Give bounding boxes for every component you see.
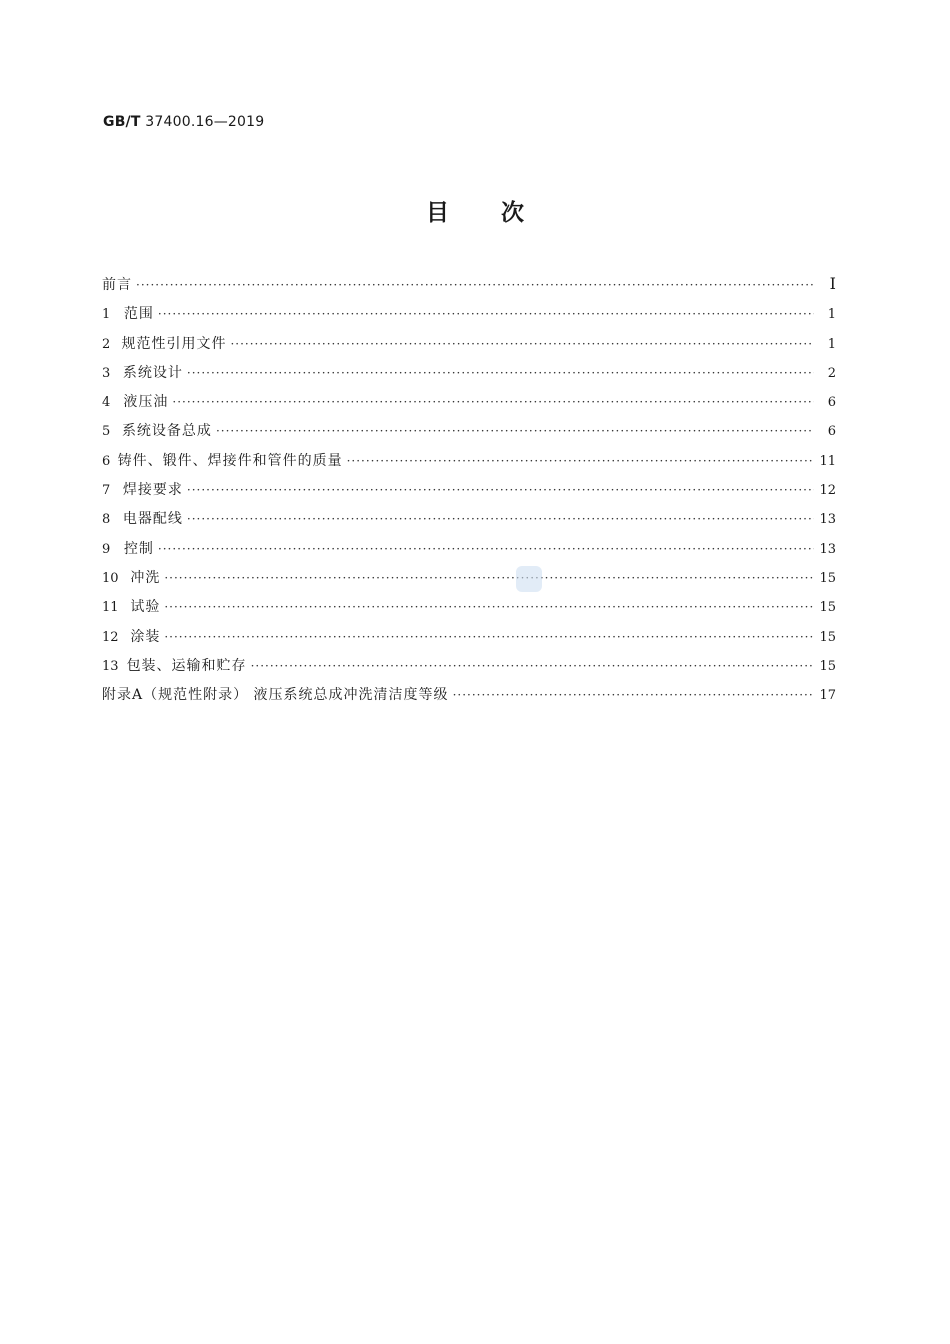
toc-label: 涂装 bbox=[130, 628, 161, 645]
toc-item-9[interactable] bbox=[102, 538, 836, 567]
table-of-contents bbox=[102, 274, 836, 713]
toc-leader bbox=[164, 600, 814, 614]
toc-leader bbox=[453, 688, 814, 702]
toc-leader bbox=[164, 630, 814, 644]
toc-leader bbox=[230, 337, 814, 351]
toc-label: 包装、运输和贮存 bbox=[126, 657, 247, 674]
watermark-logo bbox=[516, 566, 542, 592]
toc-item-2[interactable] bbox=[102, 333, 836, 362]
toc-leader bbox=[164, 571, 814, 585]
toc-label: 系统设备总成 bbox=[121, 423, 212, 440]
toc-number: 7 bbox=[102, 483, 111, 499]
toc-page: 6 bbox=[827, 395, 836, 411]
toc-page: 1 bbox=[827, 307, 836, 323]
toc-leader bbox=[136, 278, 814, 292]
toc-label: 附录A（规范性附录） 液压系统总成冲洗清洁度等级 bbox=[102, 687, 449, 704]
toc-page: 15 bbox=[819, 570, 836, 586]
toc-label: 规范性引用文件 bbox=[121, 335, 227, 352]
toc-leader bbox=[158, 307, 814, 321]
toc-item-13[interactable] bbox=[102, 655, 836, 684]
toc-label: 范围 bbox=[123, 306, 154, 323]
toc-item-appendix-a[interactable] bbox=[102, 684, 836, 713]
toc-leader bbox=[187, 483, 814, 497]
toc-page: 13 bbox=[819, 512, 836, 528]
toc-item-4[interactable] bbox=[102, 391, 836, 420]
toc-item-11[interactable] bbox=[102, 596, 836, 625]
toc-item-10[interactable] bbox=[102, 567, 836, 596]
toc-number: 4 bbox=[102, 395, 111, 411]
standard-code bbox=[103, 114, 264, 130]
toc-page: 2 bbox=[827, 365, 836, 381]
toc-leader bbox=[158, 542, 814, 556]
toc-page: 6 bbox=[827, 424, 836, 440]
toc-label: 控制 bbox=[123, 540, 154, 557]
toc-number: 1 bbox=[102, 307, 111, 323]
toc-label: 焊接要求 bbox=[122, 482, 183, 499]
toc-leader bbox=[347, 454, 814, 468]
toc-page: 17 bbox=[819, 688, 836, 704]
toc-item-12[interactable] bbox=[102, 626, 836, 655]
toc-item-1[interactable] bbox=[102, 303, 836, 332]
toc-number: 8 bbox=[102, 512, 111, 528]
toc-number: 5 bbox=[102, 424, 111, 440]
toc-label: 前言 bbox=[102, 277, 132, 293]
toc-number: 3 bbox=[102, 365, 111, 381]
toc-label: 铸件、锻件、焊接件和管件的质量 bbox=[117, 452, 343, 469]
toc-leader bbox=[251, 659, 814, 673]
toc-number: 2 bbox=[102, 336, 111, 352]
toc-leader bbox=[187, 366, 814, 380]
toc-leader bbox=[172, 395, 814, 409]
toc-label: 试验 bbox=[130, 599, 161, 616]
toc-number: 10 bbox=[102, 570, 119, 586]
toc-page: 15 bbox=[819, 600, 836, 616]
standard-prefix: GB/T bbox=[103, 114, 141, 130]
toc-page: 12 bbox=[819, 483, 836, 499]
toc-number: 13 bbox=[102, 658, 119, 674]
toc-number: 11 bbox=[102, 600, 119, 616]
toc-item-7[interactable] bbox=[102, 479, 836, 508]
toc-number: 6 bbox=[102, 453, 111, 469]
toc-item-foreword[interactable] bbox=[102, 274, 836, 303]
toc-label: 系统设计 bbox=[122, 364, 183, 381]
toc-label: 液压油 bbox=[123, 394, 169, 411]
toc-page: 13 bbox=[819, 541, 836, 557]
toc-item-8[interactable] bbox=[102, 508, 836, 537]
toc-leader bbox=[216, 424, 814, 438]
toc-label: 电器配线 bbox=[122, 511, 183, 528]
toc-item-5[interactable] bbox=[102, 420, 836, 449]
toc-label: 冲洗 bbox=[130, 569, 161, 586]
standard-number: 37400.16—2019 bbox=[145, 114, 265, 130]
toc-item-3[interactable] bbox=[102, 362, 836, 391]
toc-number: 12 bbox=[102, 629, 119, 645]
toc-leader bbox=[187, 512, 814, 526]
toc-page: 1 bbox=[827, 336, 836, 352]
toc-page: 15 bbox=[819, 629, 836, 645]
toc-page: 15 bbox=[819, 658, 836, 674]
page-title: 目次 bbox=[426, 200, 576, 226]
toc-page: I bbox=[829, 274, 836, 293]
toc-item-6[interactable] bbox=[102, 450, 836, 479]
toc-page: 11 bbox=[819, 453, 836, 469]
toc-number: 9 bbox=[102, 541, 111, 557]
